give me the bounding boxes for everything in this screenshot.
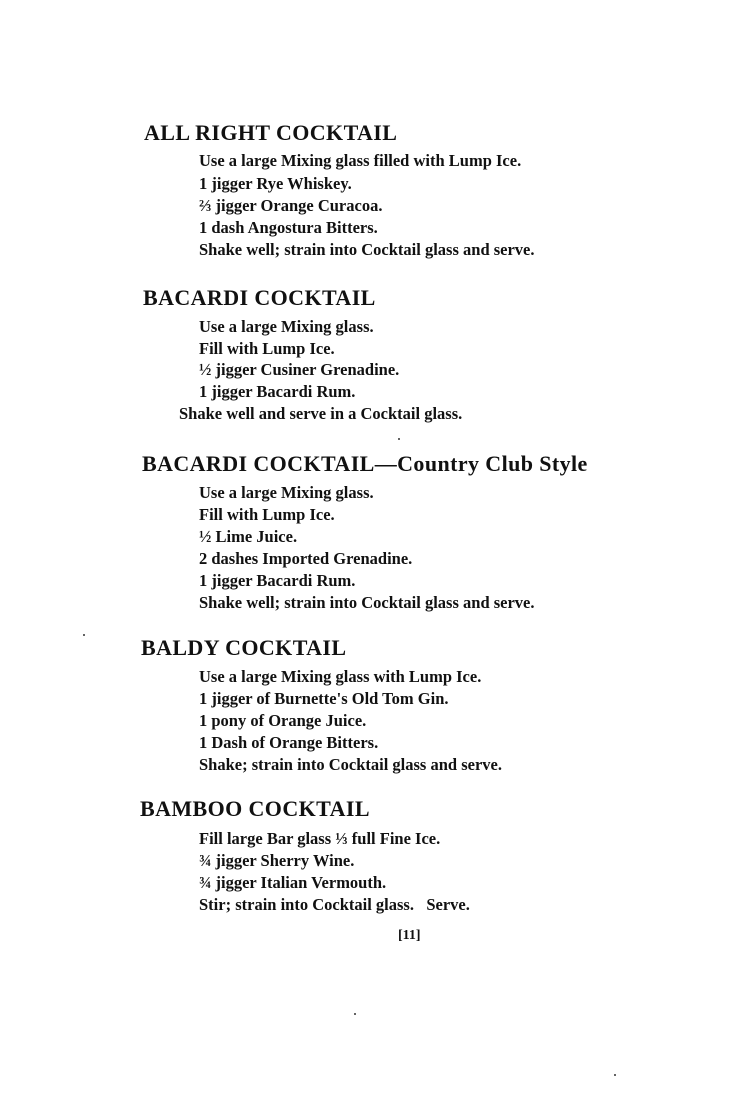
recipe-line: Shake well; strain into Cocktail glass and serve. (199, 240, 535, 259)
recipe-line: 1 jigger Bacardi Rum. (199, 382, 356, 401)
recipe-line: Use a large Mixing glass with Lump Ice. (199, 667, 482, 686)
recipe-title: ALL RIGHT COCKTAIL (144, 120, 398, 145)
recipe-title: BAMBOO COCKTAIL (140, 796, 370, 821)
recipe-line: Use a large Mixing glass filled with Lump Ice. (199, 151, 522, 170)
recipe-line: ½ jigger Cusiner Grenadine. (199, 360, 400, 379)
recipe-line: Stir; strain into Cocktail glass. Serve. (199, 895, 470, 914)
recipe-line: 1 jigger of Burnette's Old Tom Gin. (199, 689, 449, 708)
recipe-title: BALDY COCKTAIL (141, 635, 347, 660)
recipe-line: Fill large Bar glass ⅓ full Fine Ice. (199, 829, 441, 848)
recipe-line: ½ Lime Juice. (199, 527, 298, 546)
recipe-title: BACARDI COCKTAIL—Country Club Style (142, 451, 588, 476)
scan-speck (614, 1074, 616, 1076)
recipe-title: BACARDI COCKTAIL (143, 285, 376, 310)
recipe-line: Use a large Mixing glass. (199, 483, 374, 502)
recipe-line: ¾ jigger Italian Vermouth. (199, 873, 387, 892)
recipe-line: Use a large Mixing glass. (199, 317, 374, 336)
recipe-line: Fill with Lump Ice. (199, 505, 335, 524)
recipe-line: Shake well and serve in a Cocktail glass. (179, 404, 463, 423)
recipe-line: ¾ jigger Sherry Wine. (199, 851, 355, 870)
recipe-line: 1 jigger Bacardi Rum. (199, 571, 356, 590)
recipe-line: 2 dashes Imported Grenadine. (199, 549, 413, 568)
recipe-line: Shake well; strain into Cocktail glass and serve. (199, 593, 535, 612)
scan-speck (354, 1013, 356, 1015)
scan-speck (83, 634, 85, 636)
scan-speck (398, 438, 400, 440)
recipe-line: Fill with Lump Ice. (199, 339, 335, 358)
recipe-line: Shake; strain into Cocktail glass and serve. (199, 755, 502, 774)
recipe-line: 1 Dash of Orange Bitters. (199, 733, 379, 752)
page-number: [11] (398, 928, 421, 943)
recipe-line: ⅔ jigger Orange Curacoa. (199, 196, 383, 215)
recipe-line: 1 jigger Rye Whiskey. (199, 174, 352, 193)
recipe-line: 1 dash Angostura Bitters. (199, 218, 378, 237)
recipe-line: 1 pony of Orange Juice. (199, 711, 367, 730)
